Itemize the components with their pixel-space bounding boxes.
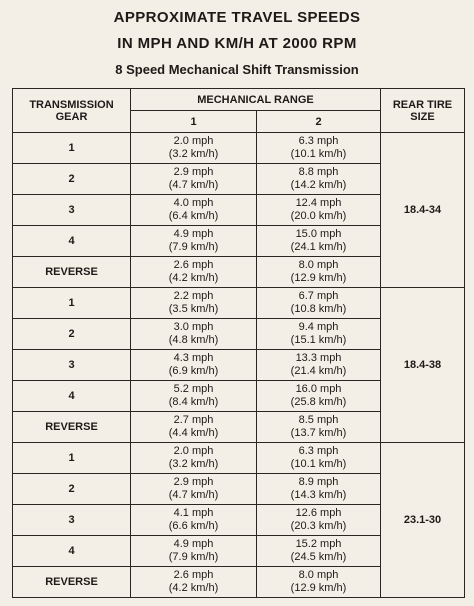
speed-kmh: (6.4 km/h) (168, 210, 219, 222)
rear-tire-size-cell: 18.4-38 (381, 288, 465, 443)
speed-kmh: (21.4 km/h) (290, 365, 347, 377)
gear-cell: REVERSE (13, 257, 131, 288)
speed-kmh: (20.0 km/h) (290, 210, 347, 222)
speed-mph: 8.9 mph (298, 476, 339, 489)
speed-mph: 13.3 mph (295, 352, 342, 365)
table-row (13, 133, 465, 164)
gear-cell: 4 (13, 536, 131, 567)
speed-mph: 2.6 mph (173, 569, 214, 582)
gear-cell: 2 (13, 319, 131, 350)
gear-cell: 3 (13, 505, 131, 536)
range-2-speed-cell (257, 319, 381, 350)
speed-kmh: (4.2 km/h) (168, 272, 219, 284)
speed-kmh: (3.2 km/h) (168, 458, 219, 470)
speed-mph: 6.3 mph (298, 445, 339, 458)
header-row-top (13, 89, 465, 111)
title-line-2: IN MPH AND KM/H AT 2000 RPM (117, 35, 357, 52)
range-2-speed-cell (257, 257, 381, 288)
speed-kmh: (10.1 km/h) (290, 148, 347, 160)
range-2-speed-cell (257, 567, 381, 598)
speed-mph: 15.2 mph (295, 538, 342, 551)
title-line-1: APPROXIMATE TRAVEL SPEEDS (113, 9, 361, 26)
gear-cell: 2 (13, 474, 131, 505)
speed-kmh: (7.9 km/h) (168, 241, 219, 253)
speed-mph: 4.3 mph (173, 352, 214, 365)
speed-kmh: (4.7 km/h) (168, 489, 219, 501)
speed-kmh: (4.8 km/h) (168, 334, 219, 346)
speed-mph: 2.2 mph (173, 290, 214, 303)
speed-kmh: (20.3 km/h) (290, 520, 347, 532)
gear-cell: REVERSE (13, 412, 131, 443)
range-2-speed-cell (257, 350, 381, 381)
gear-cell: 1 (13, 443, 131, 474)
range-1-speed-cell (131, 350, 257, 381)
speed-mph: 12.6 mph (295, 507, 342, 520)
speed-kmh: (4.2 km/h) (168, 582, 219, 594)
speed-mph: 6.3 mph (298, 135, 339, 148)
speed-mph: 8.8 mph (298, 166, 339, 179)
header-range-1: 1 (131, 111, 257, 133)
range-1-speed-cell (131, 133, 257, 164)
range-2-speed-cell (257, 443, 381, 474)
speed-kmh: (10.8 km/h) (290, 303, 347, 315)
speed-kmh: (24.1 km/h) (290, 241, 347, 253)
speed-kmh: (8.4 km/h) (168, 396, 219, 408)
range-2-speed-cell (257, 381, 381, 412)
speed-kmh: (4.4 km/h) (168, 427, 219, 439)
speed-kmh: (24.5 km/h) (290, 551, 347, 563)
speed-kmh: (25.8 km/h) (290, 396, 347, 408)
speed-mph: 6.7 mph (298, 290, 339, 303)
header-mechanical-range: MECHANICAL RANGE (131, 89, 381, 111)
speed-kmh: (13.7 km/h) (290, 427, 347, 439)
speed-mph: 2.0 mph (173, 445, 214, 458)
gear-cell: REVERSE (13, 567, 131, 598)
speed-mph: 3.0 mph (173, 321, 214, 334)
header-range-2: 2 (257, 111, 381, 133)
rear-tire-size-cell: 18.4-34 (381, 133, 465, 288)
range-1-speed-cell (131, 288, 257, 319)
speed-kmh: (12.9 km/h) (290, 582, 347, 594)
header-rear-tire-size: REAR TIRE SIZE (381, 89, 465, 133)
speed-kmh: (14.2 km/h) (290, 179, 347, 191)
speed-mph: 2.9 mph (173, 166, 214, 179)
speed-kmh: (7.9 km/h) (168, 551, 219, 563)
gear-cell: 1 (13, 133, 131, 164)
range-1-speed-cell (131, 505, 257, 536)
range-2-speed-cell (257, 412, 381, 443)
speed-mph: 15.0 mph (295, 228, 342, 241)
range-1-speed-cell (131, 536, 257, 567)
range-2-speed-cell (257, 133, 381, 164)
range-1-speed-cell (131, 319, 257, 350)
range-2-speed-cell (257, 288, 381, 319)
range-1-speed-cell (131, 381, 257, 412)
range-1-speed-cell (131, 257, 257, 288)
gear-cell: 2 (13, 164, 131, 195)
speed-kmh: (14.3 km/h) (290, 489, 347, 501)
range-1-speed-cell (131, 567, 257, 598)
range-1-speed-cell (131, 195, 257, 226)
gear-cell: 3 (13, 195, 131, 226)
speed-kmh: (3.2 km/h) (168, 148, 219, 160)
speed-mph: 4.9 mph (173, 538, 214, 551)
speed-kmh: (6.6 km/h) (168, 520, 219, 532)
travel-speed-table (12, 88, 465, 598)
speed-mph: 8.5 mph (298, 414, 339, 427)
speed-kmh: (3.5 km/h) (168, 303, 219, 315)
range-2-speed-cell (257, 536, 381, 567)
speed-mph: 12.4 mph (295, 197, 342, 210)
speed-mph: 4.9 mph (173, 228, 214, 241)
range-2-speed-cell (257, 226, 381, 257)
range-1-speed-cell (131, 443, 257, 474)
range-2-speed-cell (257, 505, 381, 536)
speed-mph: 16.0 mph (295, 383, 342, 396)
range-1-speed-cell (131, 164, 257, 195)
table-body (13, 133, 465, 598)
range-2-speed-cell (257, 164, 381, 195)
gear-cell: 4 (13, 381, 131, 412)
speed-kmh: (15.1 km/h) (290, 334, 347, 346)
speed-mph: 2.0 mph (173, 135, 214, 148)
speed-mph: 9.4 mph (298, 321, 339, 334)
gear-cell: 1 (13, 288, 131, 319)
speed-mph: 5.2 mph (173, 383, 214, 396)
speed-kmh: (10.1 km/h) (290, 458, 347, 470)
speed-mph: 8.0 mph (298, 259, 339, 272)
subtitle: 8 Speed Mechanical Shift Transmission (115, 62, 359, 77)
speed-mph: 4.0 mph (173, 197, 214, 210)
table-row (13, 443, 465, 474)
speed-mph: 2.6 mph (173, 259, 214, 272)
gear-cell: 4 (13, 226, 131, 257)
speed-kmh: (6.9 km/h) (168, 365, 219, 377)
speed-kmh: (12.9 km/h) (290, 272, 347, 284)
range-1-speed-cell (131, 412, 257, 443)
speed-mph: 4.1 mph (173, 507, 214, 520)
rear-tire-size-cell: 23.1-30 (381, 443, 465, 598)
gear-cell: 3 (13, 350, 131, 381)
range-2-speed-cell (257, 195, 381, 226)
header-transmission-gear: TRANSMISSION GEAR (13, 89, 131, 133)
range-1-speed-cell (131, 474, 257, 505)
speed-mph: 2.7 mph (173, 414, 214, 427)
speed-kmh: (4.7 km/h) (168, 179, 219, 191)
table-row (13, 288, 465, 319)
speed-mph: 8.0 mph (298, 569, 339, 582)
range-2-speed-cell (257, 474, 381, 505)
range-1-speed-cell (131, 226, 257, 257)
speed-mph: 2.9 mph (173, 476, 214, 489)
